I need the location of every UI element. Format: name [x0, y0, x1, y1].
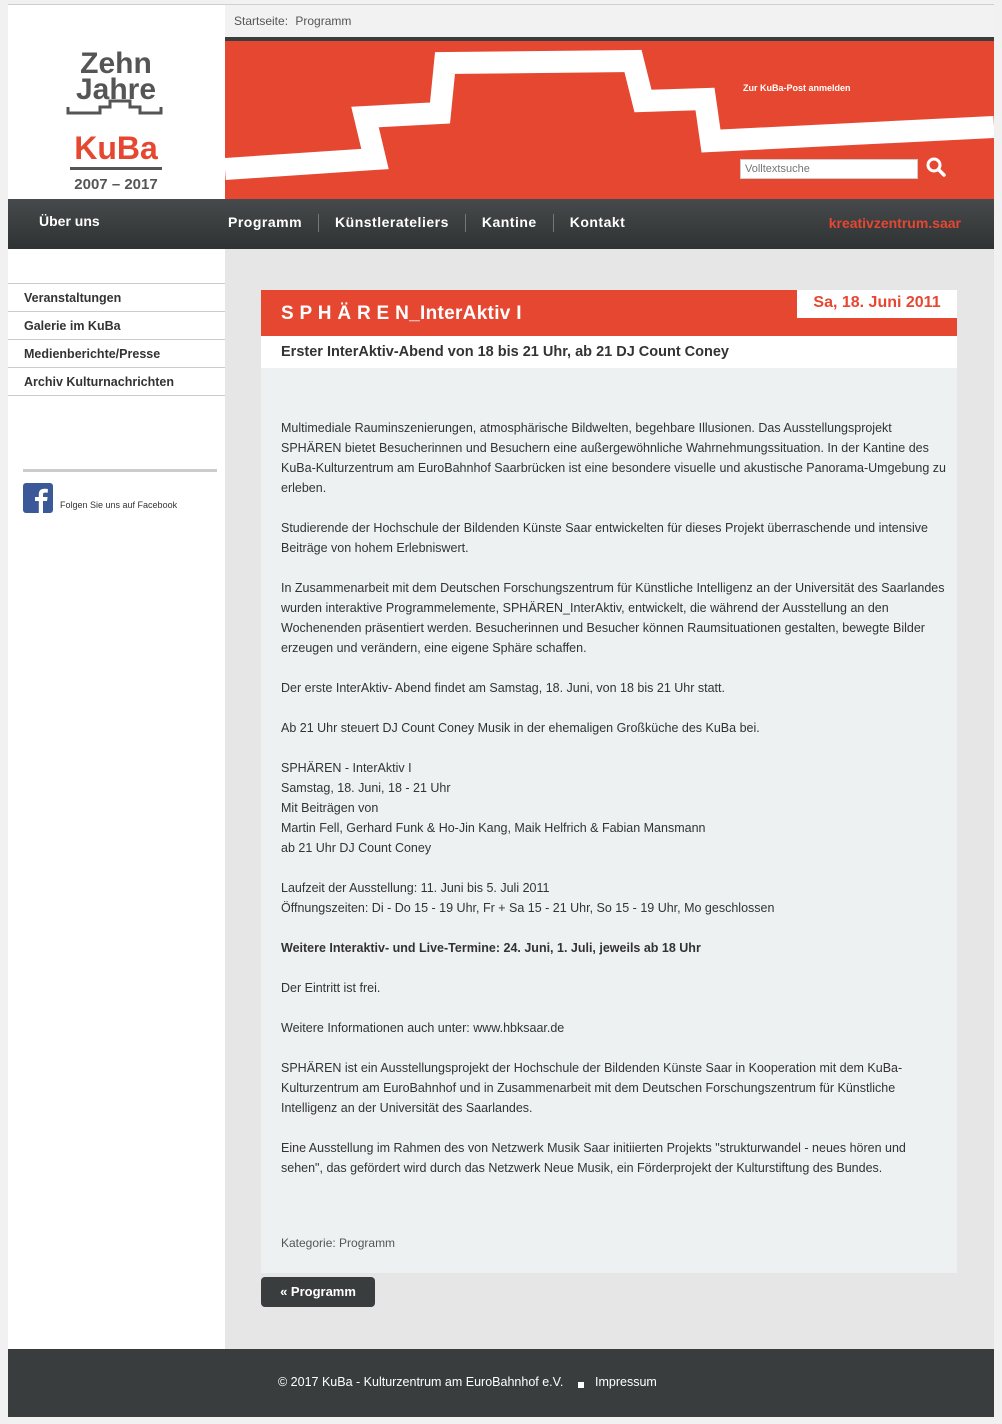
- program-line: SPHÄREN - InterAktiv I: [281, 761, 412, 775]
- paragraph: Multimediale Rauminszenierungen, atmosphärische Bildwelten, begehbare Illusionen. Das Ausstellungsprojekt SPHÄREN bietet Besucherinnen und Besuchern eine außergewöhnliche Wahrnehmungssituation. In der Kantine des KuBa-Kulturzentrum am EuroBahnhof Saarbrücken ist eine besondere visuelle und akustische Panorama-Umgebung zu erleben.: [281, 421, 946, 495]
- info-line: Laufzeit der Ausstellung: 11. Juni bis 5. Juli 2011: [281, 881, 550, 895]
- sidebar-item-archiv[interactable]: Archiv Kulturnachrichten: [8, 368, 225, 396]
- page-frame: [8, 4, 994, 1416]
- footer-copyright: © 2017 KuBa - Kulturzentrum am EuroBahnhof e.V.: [278, 1375, 564, 1389]
- event-article: [261, 290, 957, 1273]
- newsletter-signup-link[interactable]: Zur KuBa-Post anmelden: [743, 83, 851, 93]
- sidebar: [8, 249, 225, 1349]
- nav-item-kuenstlerateliers[interactable]: Künstlerateliers: [335, 214, 449, 230]
- header-banner: [225, 37, 994, 199]
- info-line: Öffnungszeiten: Di - Do 15 - 19 Uhr, Fr + Sa 15 - 21 Uhr, So 15 - 19 Uhr, Mo geschlossen: [281, 901, 775, 915]
- nav-item-kantine[interactable]: Kantine: [481, 214, 537, 230]
- paragraph: Ab 21 Uhr steuert DJ Count Coney Musik in der ehemaligen Großküche des KuBa bei.: [281, 721, 760, 735]
- program-line: Mit Beiträgen von: [281, 801, 379, 815]
- facebook-follow-link[interactable]: Folgen Sie uns auf Facebook: [60, 500, 178, 510]
- nav-item-programm[interactable]: Programm: [228, 214, 303, 230]
- event-date: Sa, 18. Juni 2011: [797, 290, 957, 318]
- facebook-icon[interactable]: [23, 483, 53, 513]
- paragraph: Weitere Informationen auch unter: www.hbksaar.de: [281, 1021, 565, 1035]
- event-subtitle: Erster InterAktiv-Abend von 18 bis 21 Uhr, ab 21 DJ Count Coney: [261, 336, 957, 368]
- program-line: Martin Fell, Gerhard Funk & Ho-Jin Kang, Maik Helfrich & Fabian Mansmann: [281, 821, 706, 835]
- category-label: Kategorie:: [281, 1236, 336, 1250]
- logo-rule: [70, 167, 162, 170]
- logo-brand: KuBa: [74, 130, 158, 166]
- event-body: [281, 418, 951, 1178]
- program-line: Samstag, 18. Juni, 18 - 21 Uhr: [281, 781, 451, 795]
- breadcrumb-current: Programm: [295, 14, 352, 28]
- footer-impressum-link[interactable]: Impressum: [595, 1375, 657, 1389]
- back-to-programm-button[interactable]: « Programm: [261, 1277, 375, 1307]
- main-content: [225, 249, 994, 1349]
- search-input[interactable]: [740, 159, 918, 179]
- paragraph: Der erste InterAktiv- Abend findet am Samstag, 18. Juni, von 18 bis 21 Uhr statt.: [281, 681, 725, 695]
- sidebar-item-veranstaltungen[interactable]: Veranstaltungen: [8, 284, 225, 312]
- paragraph: Der Eintritt ist frei.: [281, 981, 381, 995]
- event-title: S P H Ä R E N_InterAktiv I: [281, 303, 522, 324]
- logo[interactable]: [8, 41, 225, 199]
- paragraph: Studierende der Hochschule der Bildenden Künste Saar entwickelten für dieses Projekt überraschende und intensive Beiträge von hohem Erlebniswert.: [281, 521, 928, 555]
- paragraph: SPHÄREN ist ein Ausstellungsprojekt der Hochschule der Bildenden Künste Saar in Kooperation mit dem KuBa-Kulturzentrum am EuroBahnhof und in Zusammenarbeit mit dem Deutschen Forschungszentrum für Künstliche Intelligenz an der Universität des Saarlandes.: [281, 1061, 903, 1115]
- footer: [8, 1349, 994, 1417]
- nav-kreativzentrum-link[interactable]: kreativzentrum.saar: [828, 215, 961, 231]
- nav-menu: [228, 214, 625, 232]
- category-link[interactable]: Programm: [339, 1236, 396, 1250]
- paragraph-bold: Weitere Interaktiv- und Live-Termine: 24. Juni, 1. Juli, jeweils ab 18 Uhr: [281, 941, 701, 955]
- sidebar-menu: [8, 283, 225, 396]
- program-line: ab 21 Uhr DJ Count Coney: [281, 841, 432, 855]
- sidebar-item-medienberichte[interactable]: Medienberichte/Presse: [8, 340, 225, 368]
- paragraph: In Zusammenarbeit mit dem Deutschen Forschungszentrum für Künstliche Intelligenz an der Universität des Saarlandes wurden interaktive Programmelemente, SPHÄREN_InterAktiv, entwickelt, die während der Ausstellung an den Wochenenden präsentiert werden. Besucherinnen und Besucher können Raumsituationen gestalten, bewegte Bilder erzeugen und verändern, eine eigene Sphäre schaffen.: [281, 581, 945, 655]
- logo-line1: Zehn: [80, 47, 152, 80]
- footer-separator: [578, 1382, 584, 1388]
- nav-divider: [553, 214, 554, 232]
- sidebar-divider: [23, 469, 217, 472]
- paragraph: Eine Ausstellung im Rahmen des von Netzwerk Musik Saar initiierten Projekts "strukturwandel - neues hören und sehen", das gefördert wird durch das Netzwerk Neue Musik, ein Förderprojekt der Kulturstiftung des Bundes.: [281, 1141, 906, 1175]
- nav-divider: [318, 214, 319, 232]
- search-icon[interactable]: [924, 155, 948, 179]
- sidebar-item-galerie[interactable]: Galerie im KuBa: [8, 312, 225, 340]
- nav-about[interactable]: Über uns: [39, 213, 100, 229]
- main-navigation: [8, 199, 994, 249]
- logo-years: 2007 – 2017: [74, 176, 158, 193]
- breadcrumb-home-link[interactable]: Startseite:: [234, 14, 289, 28]
- nav-item-kontakt[interactable]: Kontakt: [569, 214, 626, 230]
- logo-line2: Jahre: [75, 73, 157, 106]
- event-title-bar: [261, 290, 957, 336]
- logo-graphic: [8, 41, 225, 199]
- nav-divider: [465, 214, 466, 232]
- breadcrumb: [225, 5, 994, 41]
- category: [281, 1236, 395, 1250]
